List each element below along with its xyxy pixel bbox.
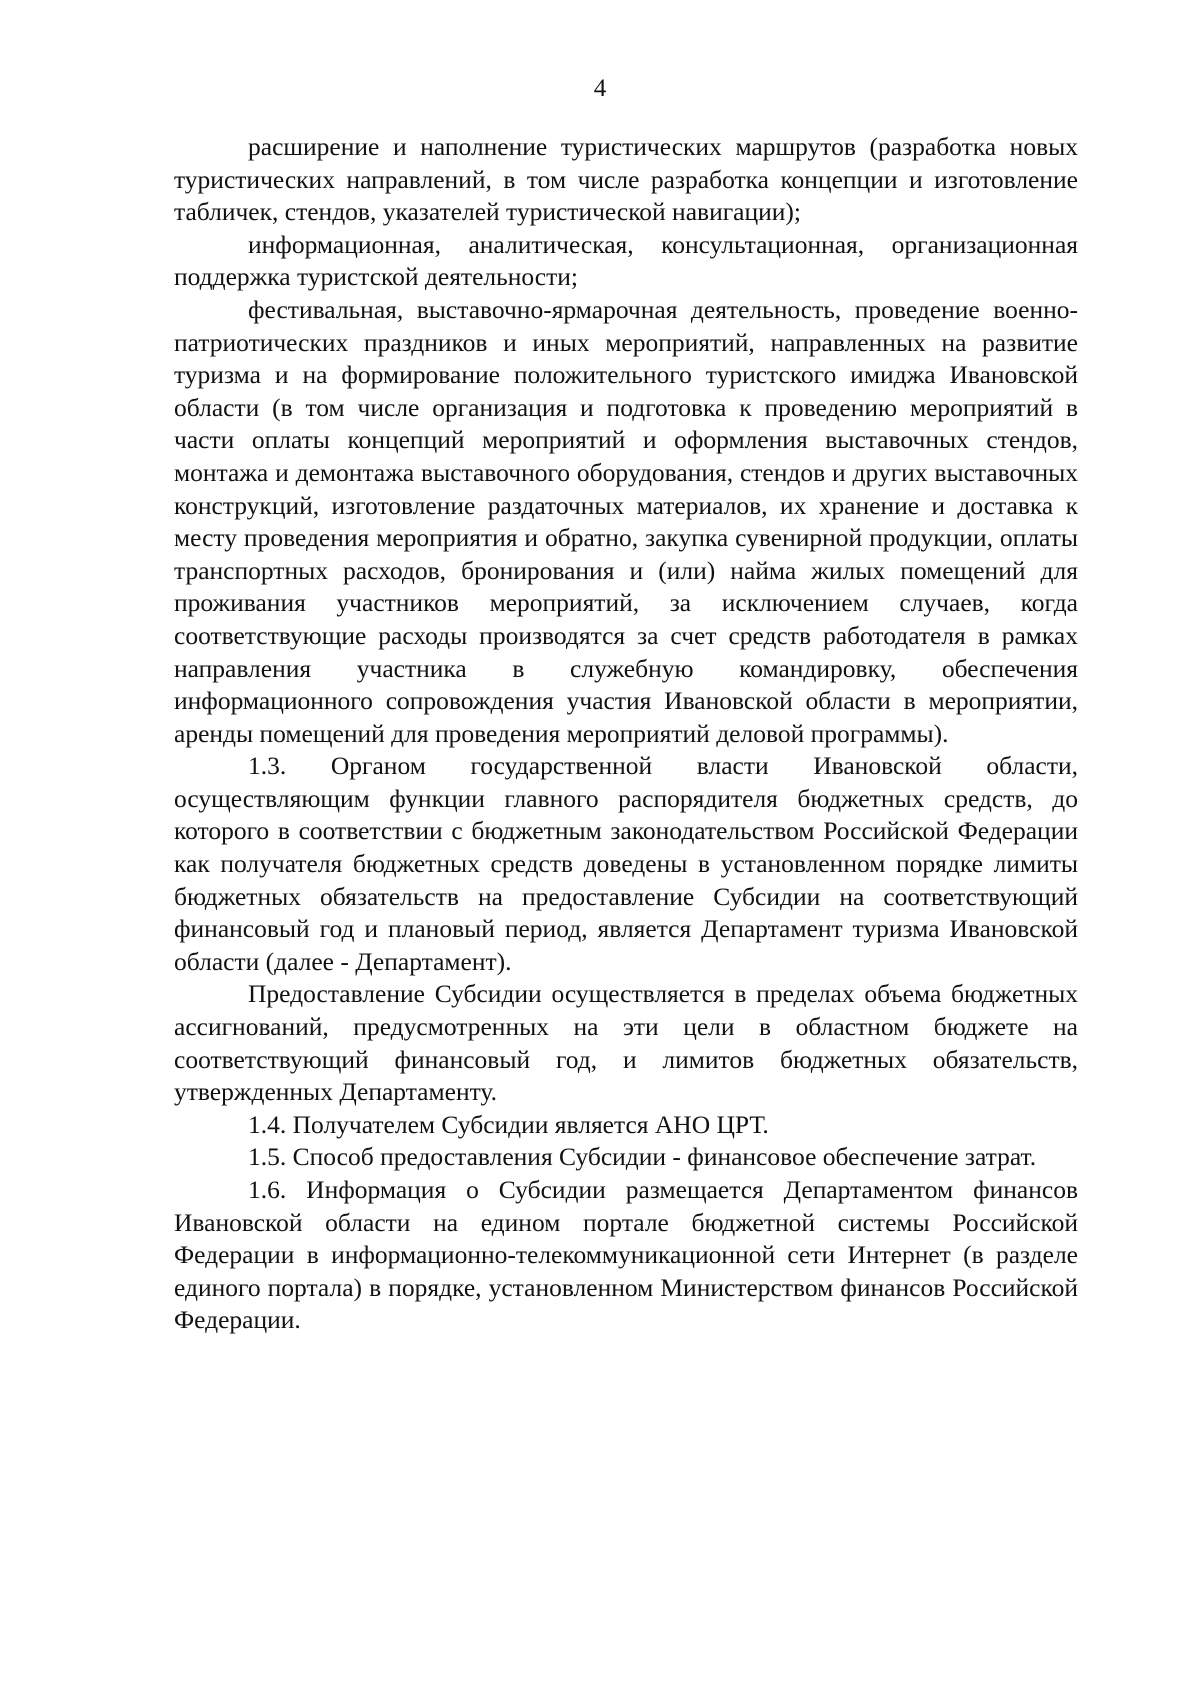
paragraph-subsidy-provision: Предоставление Субсидии осуществляется в пределах объема бюджетных ассигнований, предусмотренных на эти цели в областном бюджете на соответствующий финансовый год, и лимитов бюджетных обязательств, утвержденных Департаменту.: [174, 979, 1078, 1107]
paragraph-section-1-4: 1.4. Получателем Субсидии является АНО ЦРТ.: [248, 1109, 769, 1139]
paragraph-festival-activity: фестивальная, выставочно-ярмарочная деятельность, проведение военно-патриотических праздников и иных мероприятий, направленных на развитие туризма и на формирование положительного туристского имиджа Ивановской области (в том числе организация и подготовка к проведению мероприятий в части оплаты концепций мероприятий и оформления выставочных стендов, монтажа и демонтажа выставочного оборудования, стендов и других выставочных конструкций, изготовление раздаточных материалов, их хранение и доставка к месту проведения мероприятия и обратно, закупка сувенирной продукции, оплаты транспортных расходов, бронирования и (или) найма жилых помещений для проживания участников мероприятий, за исключением случаев, когда соответствующие расходы производятся за счет средств работодателя в рамках направления участника в служебную командировку, обеспечения информационного сопровождения участия Ивановской области в мероприятии, аренды помещений для проведения мероприятий деловой программы).: [174, 294, 1078, 748]
paragraph-section-1-3: 1.3. Органом государственной власти Ивановской области, осуществляющим функции главного распорядителя бюджетных средств, до которого в соответствии с бюджетным законодательством Российской Федерации как получателя бюджетных средств доведены в установленном порядке лимиты бюджетных обязательств на предоставление Субсидии на соответствующий финансовый год и плановый период, является Департамент туризма Ивановской области (далее - Департамент).: [174, 751, 1078, 976]
page-number: 4: [593, 75, 607, 102]
paragraph-section-1-6: 1.6. Информация о Субсидии размещается Департаментом финансов Ивановской области на едином портале бюджетной системы Российской Федерации в информационно-телекоммуникационной сети Интернет (в разделе единого портала) в порядке, установленном Министерством финансов Российской Федерации.: [174, 1175, 1078, 1335]
document-body: [174, 131, 1078, 1337]
paragraph-information-support: информационная, аналитическая, консультационная, организационная поддержка туристской деятельности;: [174, 229, 1078, 292]
paragraph-section-1-5: 1.5. Способ предоставления Субсидии - финансовое обеспечение затрат.: [248, 1142, 1037, 1172]
paragraph-tourist-routes: расширение и наполнение туристических маршрутов (разработка новых туристических направлений, в том числе разработка концепции и изготовление табличек, стендов, указателей туристической навигации);: [174, 132, 1078, 227]
